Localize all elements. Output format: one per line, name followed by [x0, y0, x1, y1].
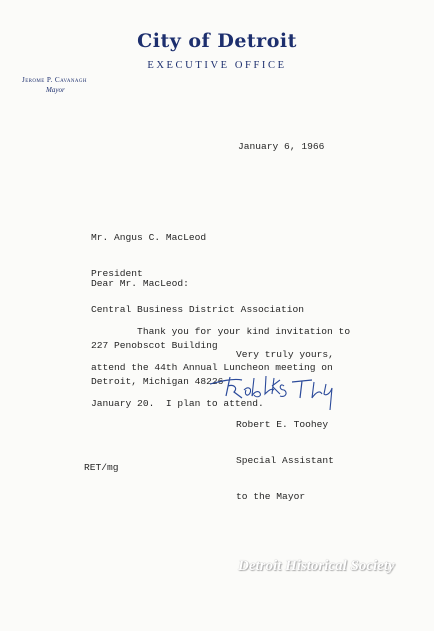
- body-line: Thank you for your kind invitation to: [91, 326, 351, 337]
- reference-initials: RET/mg: [84, 462, 119, 473]
- letterhead-office-name: EXECUTIVE OFFICE: [147, 60, 287, 71]
- body-line: January 20. I plan to attend.: [91, 398, 264, 409]
- mayor-title: Mayor: [46, 86, 65, 94]
- signature-block: [236, 395, 334, 527]
- salutation: Dear Mr. MacLeod:: [91, 278, 189, 289]
- mayor-name: Jerome P. Cavanagh: [22, 76, 87, 84]
- recipient-line: Mr. Angus C. MacLeod: [91, 232, 207, 243]
- recipient-line: 227 Penobscot Building: [91, 340, 218, 351]
- letterhead-city-name: City of Detroit: [137, 30, 297, 52]
- letter-date: January 6, 1966: [238, 141, 325, 152]
- signer-line: Special Assistant: [236, 455, 334, 466]
- body-line: attend the 44th Annual Luncheon meeting on: [91, 362, 333, 373]
- recipient-line: President: [91, 268, 143, 279]
- signer-line: Robert E. Toohey: [236, 419, 329, 430]
- signer-line: to the Mayor: [236, 491, 306, 502]
- watermark: Detroit Historical Society: [238, 558, 395, 574]
- closing: Very truly yours,: [236, 349, 334, 360]
- recipient-line: Central Business District Association: [91, 304, 305, 315]
- recipient-line: Detroit, Michigan 48226: [91, 376, 224, 387]
